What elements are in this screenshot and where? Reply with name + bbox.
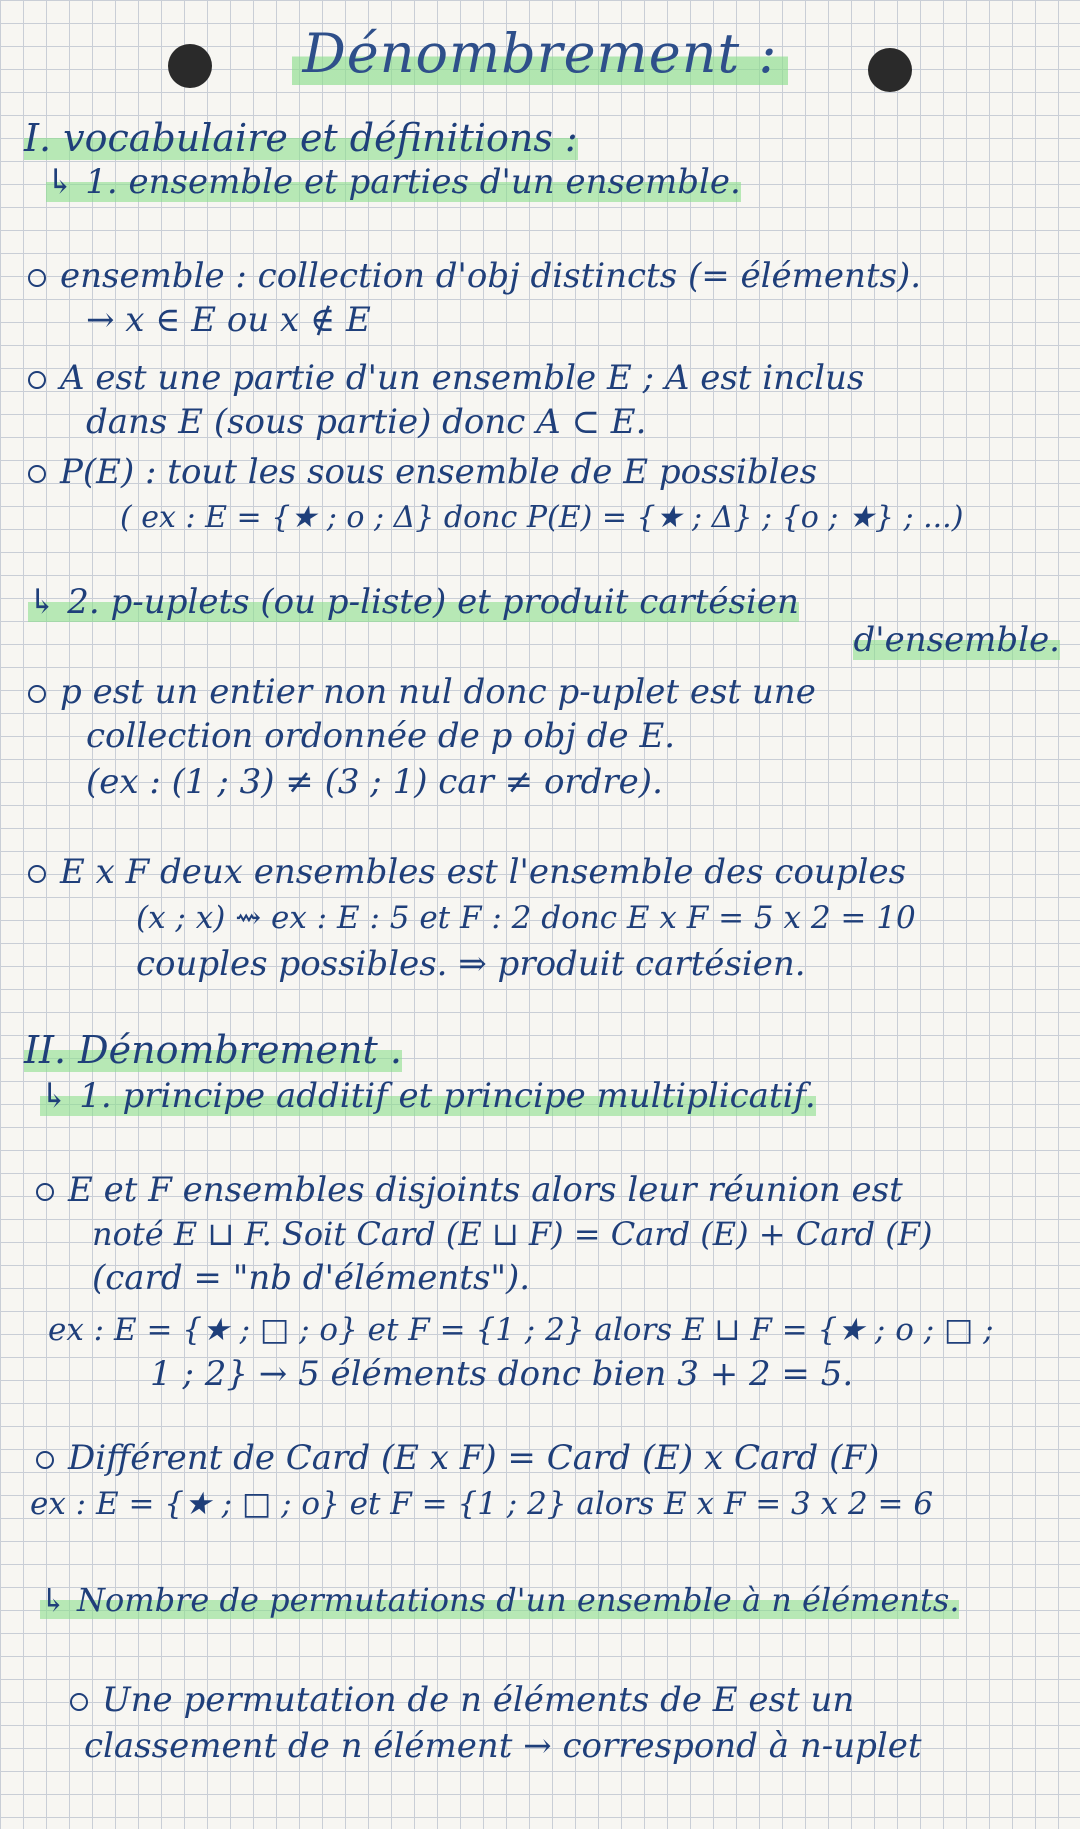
note-line: (x ; x) ⇝ ex : E : 5 et F : 2 donc E x F = 5 x 2 = 10: [136, 900, 916, 936]
bullet-icon: [36, 1183, 54, 1201]
note-line: ex : E = {★ ; □ ; o} et F = {1 ; 2} alors E ⊔ F = {★ ; o ; □ ;: [48, 1312, 994, 1348]
note-line: 1 ; 2} → 5 éléments donc bien 3 + 2 = 5.: [150, 1354, 854, 1394]
section-heading: I. vocabulaire et définitions :: [24, 116, 578, 160]
bullet-icon: [28, 685, 46, 703]
note-line: E x F deux ensembles est l'ensemble des couples: [28, 852, 1070, 892]
note-line: ( ex : E = {★ ; o ; Δ} donc P(E) = {★ ; Δ} ; {o ; ★} ; ...): [120, 500, 964, 535]
bullet-icon: [28, 371, 46, 389]
bullet-icon: [36, 1451, 54, 1469]
note-line: Différent de Card (E x F) = Card (E) x Card (F): [36, 1438, 1070, 1478]
note-line: → x ∈ E ou x ∉ E: [86, 300, 371, 340]
bullet-icon: [28, 465, 46, 483]
subsection-heading: ↳ 1. ensemble et parties d'un ensemble.: [46, 162, 741, 202]
page-title: Dénombrement :: [0, 22, 1080, 85]
note-line: ex : E = {★ ; □ ; o} et F = {1 ; 2} alors E x F = 3 x 2 = 6: [30, 1486, 934, 1522]
note-line: couples possibles. ⇒ produit cartésien.: [136, 944, 806, 984]
bullet-icon: [28, 269, 46, 287]
note-line: P(E) : tout les sous ensemble de E possibles: [28, 452, 1070, 492]
subsection-heading: ↳ Nombre de permutations d'un ensemble à n éléments.: [40, 1581, 960, 1619]
note-line: dans E (sous partie) donc A ⊂ E.: [86, 402, 647, 442]
bullet-icon: [70, 1693, 88, 1711]
note-line: classement de n élément → correspond à n-uplet: [84, 1726, 922, 1766]
note-line: p est un entier non nul donc p-uplet est une: [28, 672, 1070, 712]
section-heading: II. Dénombrement .: [24, 1028, 402, 1072]
subsection-heading: ↳ 1. principe additif et principe multiplicatif.: [40, 1076, 816, 1116]
subsection-heading: ↳ 2. p-uplets (ou p-liste) et produit cartésien: [28, 582, 799, 622]
note-line: (card = "nb d'éléments").: [92, 1258, 531, 1298]
note-line: E et F ensembles disjoints alors leur réunion est: [36, 1170, 1070, 1210]
note-line: d'ensemble.: [853, 620, 1060, 660]
bullet-icon: [28, 865, 46, 883]
note-line: Une permutation de n éléments de E est un: [70, 1680, 1070, 1720]
note-line: (ex : (1 ; 3) ≠ (3 ; 1) car ≠ ordre).: [86, 762, 663, 802]
note-line: A est une partie d'un ensemble E ; A est inclus: [28, 358, 1070, 398]
note-line: collection ordonnée de p obj de E.: [86, 716, 676, 756]
note-line: noté E ⊔ F. Soit Card (E ⊔ F) = Card (E) + Card (F): [92, 1215, 933, 1253]
note-line: ensemble : collection d'obj distincts (= éléments).: [28, 256, 1070, 296]
